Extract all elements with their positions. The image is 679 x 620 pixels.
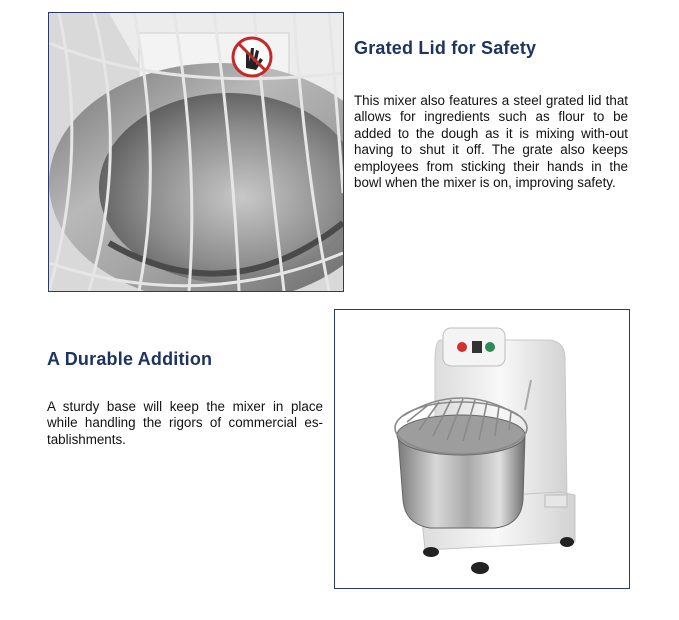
- section-heading-durable-addition: A Durable Addition: [47, 349, 213, 369]
- section-body-grated-lid: This mixer also features a steel grated lid that allows for ingredients such as flour to be added to the dough as it is mixing with-out having to shut it off. The grate also keeps employees from sticking their hands in the bowl when the mixer is on, improving safety.: [354, 93, 628, 191]
- stop-button-icon: [457, 342, 467, 352]
- start-button-icon: [485, 342, 495, 352]
- mixer-photo: [334, 309, 630, 589]
- no-hands-warning-icon: [233, 38, 271, 76]
- section-body-durable-addition: A sturdy base will keep the mixer in place while handling the rigors of commercial es-tablishments.: [47, 399, 323, 447]
- grated-lid-photo: [48, 12, 344, 292]
- grated-lid-illustration: [49, 13, 343, 291]
- spiral-mixer-illustration: [335, 310, 629, 588]
- section-heading-grated-lid: Grated Lid for Safety: [354, 38, 537, 58]
